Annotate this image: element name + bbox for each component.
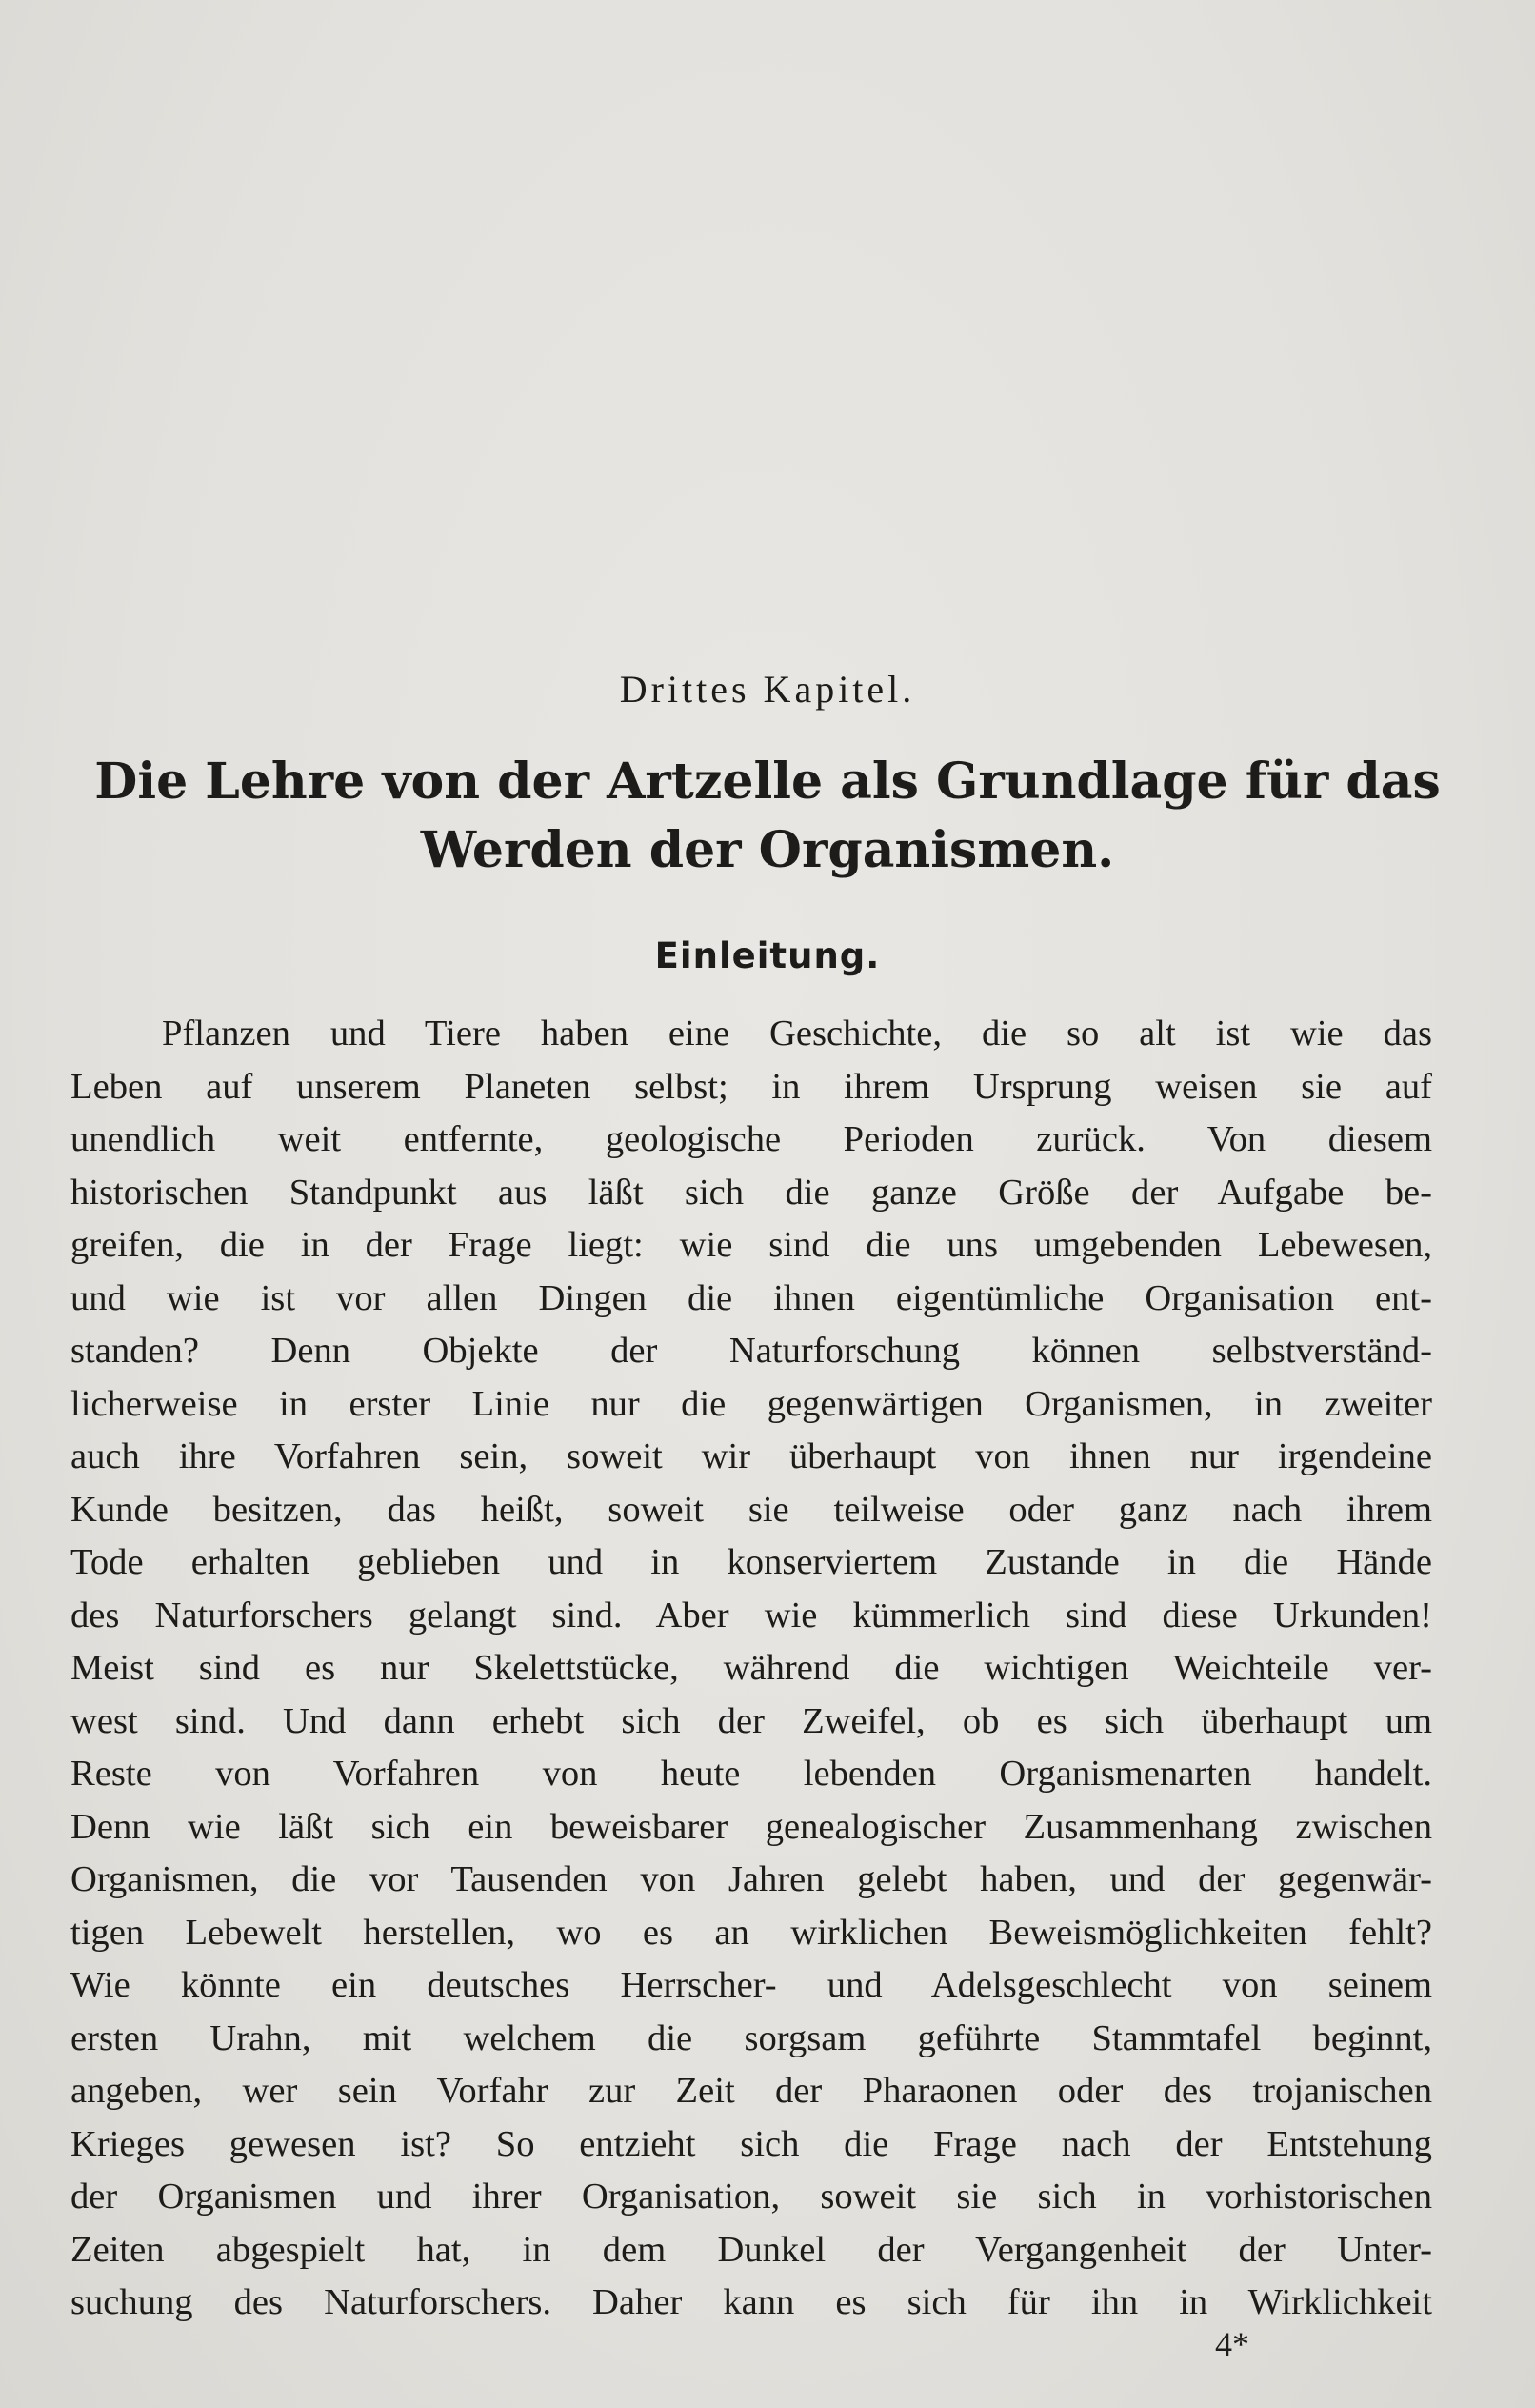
text-line: angeben, wer sein Vorfahr zur Zeit der Pharaonen oder des trojanischen bbox=[70, 2071, 1432, 2111]
text-line: Reste von Vorfahren von heute lebenden Organismenarten handelt. bbox=[70, 1754, 1432, 1794]
text-line: des Naturforschers gelangt sind. Aber wie kümmerlich sind diese Urkunden! bbox=[70, 1595, 1432, 1635]
text-line: ersten Urahn, mit welchem die sorgsam geführte Stammtafel beginnt, bbox=[70, 2017, 1432, 2058]
text-line: Meist sind es nur Skelettstücke, während die wichtigen Weichteile ver- bbox=[70, 1648, 1432, 1688]
text-line: auch ihre Vorfahren sein, soweit wir überhaupt von ihnen nur irgendeine bbox=[70, 1436, 1432, 1476]
text-line: unendlich weit entfernte, geologische Perioden zurück. Von diesem bbox=[70, 1119, 1432, 1159]
text-line: west sind. Und dann erhebt sich der Zweifel, ob es sich überhaupt um bbox=[70, 1700, 1432, 1741]
text-line: Krieges gewesen ist? So entzieht sich die Frage nach der Entstehung bbox=[70, 2123, 1432, 2164]
body-text bbox=[70, 1008, 1432, 2330]
text-line: Organismen, die vor Tausenden von Jahren gelebt haben, und der gegenwär- bbox=[70, 1859, 1432, 1899]
text-line: Denn wie läßt sich ein beweisbarer genealogischer Zusammenhang zwischen bbox=[70, 1806, 1432, 1847]
text-line: Wie könnte ein deutsches Herrscher- und Adelsgeschlecht von seinem bbox=[70, 1965, 1432, 2005]
text-line: tigen Lebewelt herstellen, wo es an wirklichen Beweismöglichkeiten fehlt? bbox=[70, 1912, 1432, 1953]
text-line: suchung des Naturforschers. Daher kann es sich für ihn in Wirklichkeit bbox=[70, 2282, 1432, 2322]
page-number: 4* bbox=[1215, 2325, 1249, 2363]
text-line: Tode erhalten geblieben und in konserviertem Zustande in die Hände bbox=[70, 1542, 1432, 1582]
chapter-title bbox=[0, 748, 1535, 885]
text-line: licherweise in erster Linie nur die gegenwärtigen Organismen, in zweiter bbox=[70, 1383, 1432, 1424]
text-line: Zeiten abgespielt hat, in dem Dunkel der Vergangenheit der Unter- bbox=[70, 2229, 1432, 2270]
text-line: standen? Denn Objekte der Naturforschung können selbstverständ- bbox=[70, 1331, 1432, 1371]
text-line: historischen Standpunkt aus läßt sich die ganze Größe der Aufgabe be- bbox=[70, 1172, 1432, 1213]
chapter-title-line: Die Lehre von der Artzelle als Grundlage für das bbox=[94, 752, 1441, 811]
section-heading: Einleitung. bbox=[654, 935, 881, 976]
text-line: Leben auf unserem Planeten selbst; in ihrem Ursprung weisen sie auf bbox=[70, 1066, 1432, 1107]
chapter-label: Drittes Kapitel. bbox=[619, 668, 916, 711]
text-line: und wie ist vor allen Dingen die ihnen eigentümliche Organisation ent- bbox=[70, 1277, 1432, 1318]
text-line: der Organismen und ihrer Organisation, soweit sie sich in vorhistorischen bbox=[70, 2177, 1432, 2217]
chapter-title-line: Werden der Organismen. bbox=[420, 821, 1115, 879]
text-line: Pflanzen und Tiere haben eine Geschichte, die so alt ist wie das bbox=[162, 1013, 1432, 1054]
text-line: greifen, die in der Frage liegt: wie sind die uns umgebenden Lebewesen, bbox=[70, 1225, 1432, 1265]
text-line: Kunde besitzen, das heißt, soweit sie teilweise oder ganz nach ihrem bbox=[70, 1489, 1432, 1530]
